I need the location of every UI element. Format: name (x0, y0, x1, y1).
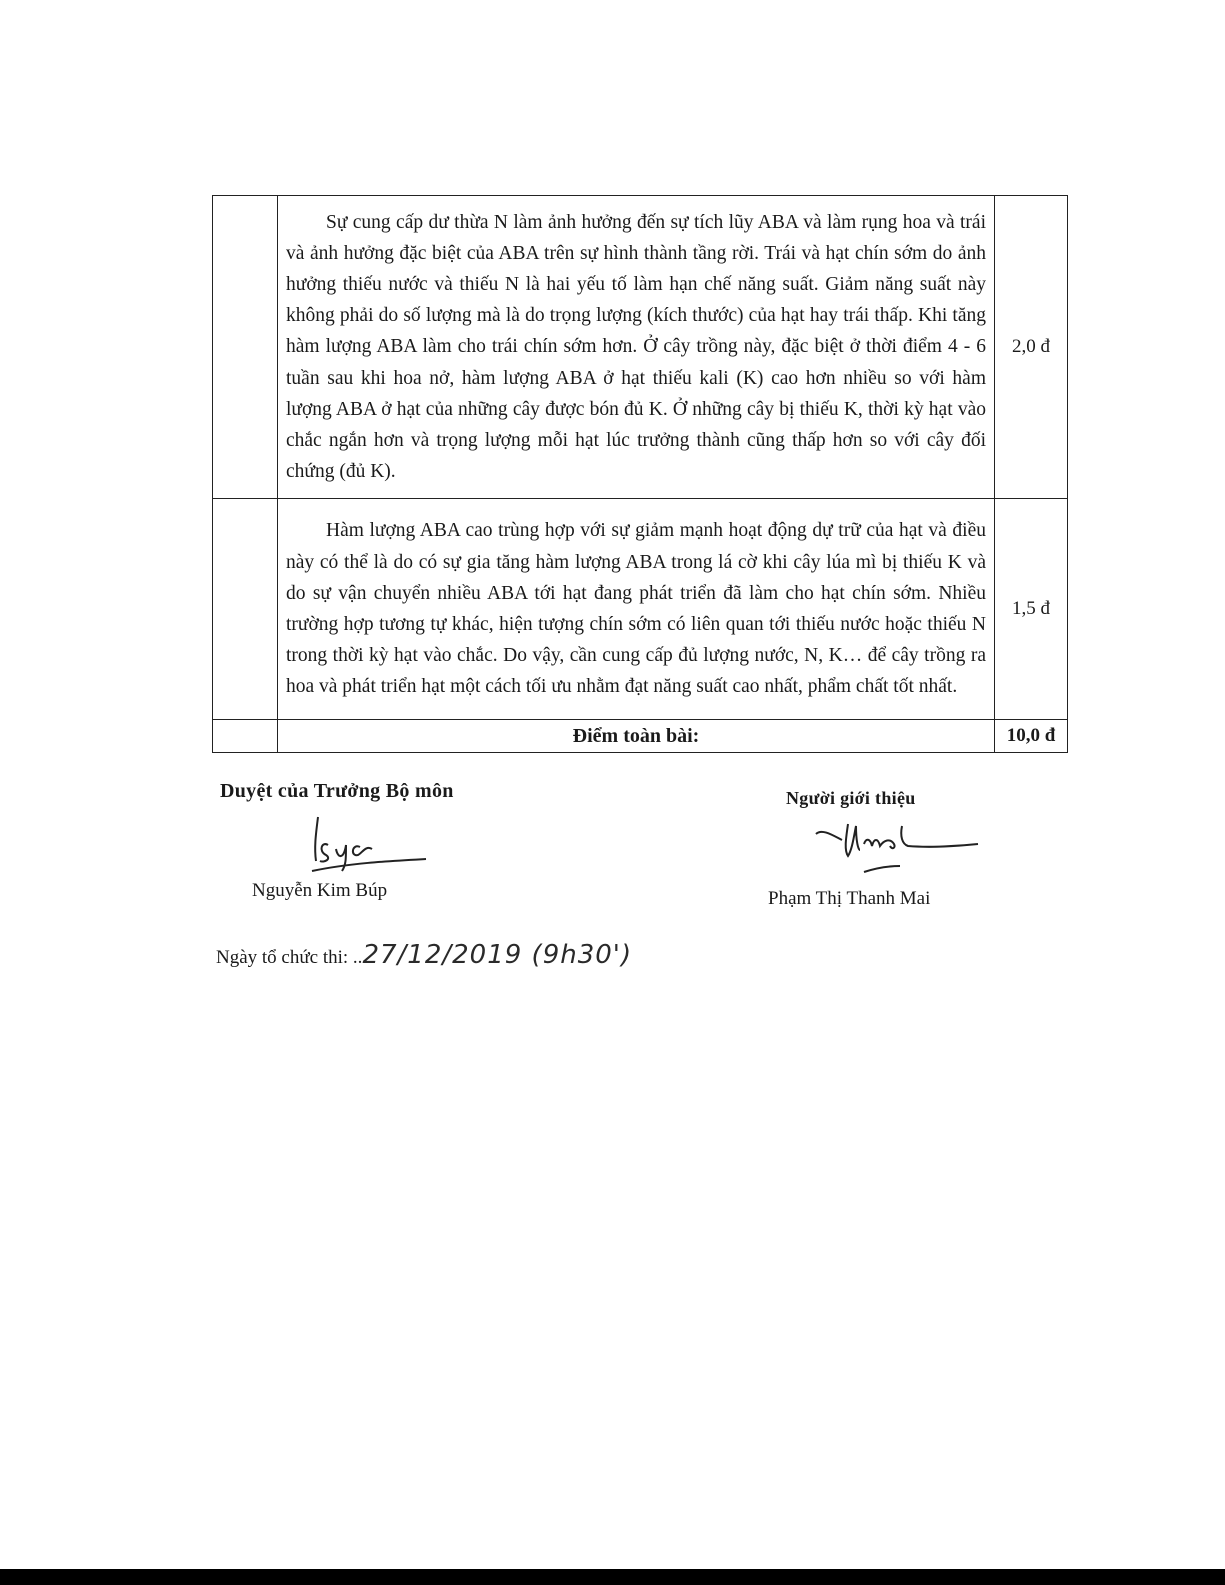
row-number-cell (213, 499, 278, 720)
approval-block (220, 780, 454, 803)
table-row (213, 499, 1068, 720)
exam-date-label: Ngày tổ chức thi: .. (216, 947, 363, 968)
total-score: 10,0 đ (995, 720, 1068, 753)
approval-title: Duyệt của Trưởng Bộ môn (220, 780, 454, 802)
table-row (213, 196, 1068, 499)
answer-paragraph: Hàm lượng ABA cao trùng hợp với sự giảm mạnh hoạt động dự trữ của hạt và điều này có thể là do có sự gia tăng hàm lượng ABA trong lá cờ khi cây lúa mì bị thiếu K và do sự vận chuyển nhiều ABA tới hạt đang phát triển đã làm cho hạt chín sớm. Nhiều trường hợp tương tự khác, hiện tượng chín sớm có liên quan tới thiếu nước hoặc thiếu N trong thời kỳ hạt vào chắc. Do vậy, cần cung cấp đủ lượng nước, N, K… để cây trồng ra hoa và phát triển hạt một cách tối ưu nhằm đạt năng suất cao nhất, phẩm chất tốt nhất. (286, 520, 986, 698)
scan-bottom-edge (0, 1569, 1225, 1585)
score-cell: 1,5 đ (995, 499, 1068, 720)
answer-table (212, 195, 1068, 753)
total-label: Điểm toàn bài: (278, 720, 995, 753)
presenter-block (786, 788, 916, 809)
score-cell: 2,0 đ (995, 196, 1068, 499)
approver-name: Nguyễn Kim Búp (252, 880, 388, 901)
total-row (213, 720, 1068, 753)
presenter-name: Phạm Thị Thanh Mai (768, 888, 931, 909)
row-number-cell (213, 720, 278, 753)
head-of-department-signature (300, 815, 440, 875)
exam-date-handwritten: 27/12/2019 (9h30') (362, 940, 633, 970)
exam-date-line (216, 940, 632, 970)
presenter-title: Người giới thiệu (786, 788, 916, 808)
answer-paragraph: Sự cung cấp dư thừa N làm ảnh hưởng đến sự tích lũy ABA và làm rụng hoa và trái và ảnh hưởng đặc biệt của ABA trên sự hình thành tầng rời. Trái và hạt chín sớm do ảnh hưởng thiếu nước và thiếu N là hai yếu tố làm hạn chế năng suất. Giảm năng suất này không phải do số lượng mà là do trọng lượng (kích thước) của hạt hay trái thấp. Khi tăng hàm lượng ABA làm cho trái chín sớm hơn. Ở cây trồng này, đặc biệt ở thời điểm 4 - 6 tuần sau khi hoa nở, hàm lượng ABA ở hạt thiếu kali (K) cao hơn nhiều so với hàm lượng ABA ở hạt của những cây được bón đủ K. Ở những cây bị thiếu K, thời kỳ hạt vào chắc ngắn hơn và trọng lượng mỗi hạt lúc trưởng thành cũng thấp hơn so với cây đối chứng (đủ K). (286, 211, 986, 483)
row-number-cell (213, 196, 278, 499)
presenter-signature (812, 820, 982, 880)
answer-text-cell (278, 499, 995, 720)
answer-text-cell (278, 196, 995, 499)
